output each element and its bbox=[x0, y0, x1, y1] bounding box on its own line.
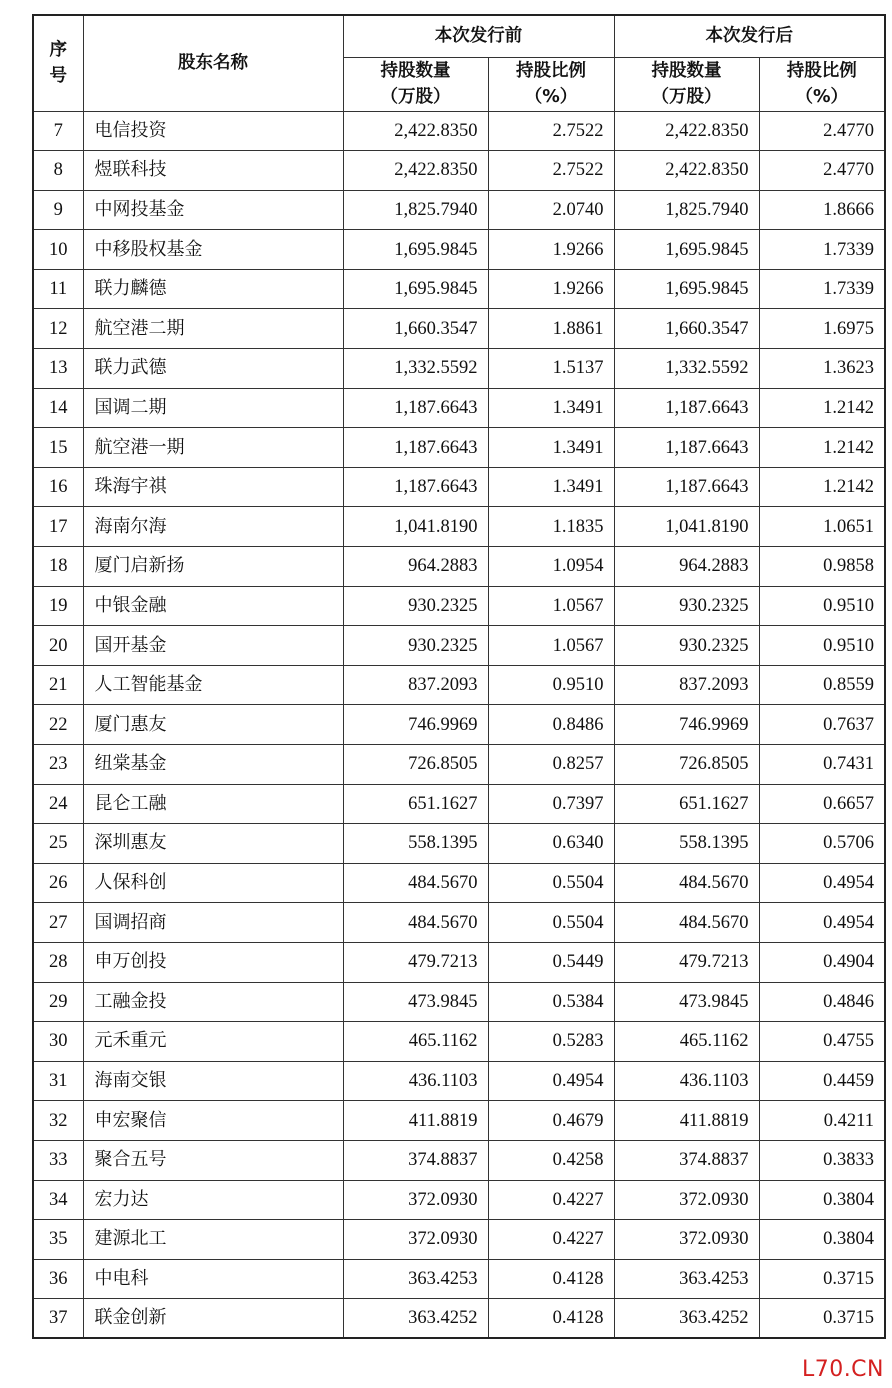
row-after-ratio: 1.0651 bbox=[759, 507, 885, 547]
row-before-shares: 372.0930 bbox=[343, 1180, 488, 1220]
row-after-ratio: 2.4770 bbox=[759, 111, 885, 151]
row-before-ratio: 0.4679 bbox=[488, 1101, 614, 1141]
row-before-ratio: 1.5137 bbox=[488, 349, 614, 389]
row-shareholder-name: 聚合五号 bbox=[83, 1140, 343, 1180]
shareholder-table bbox=[32, 14, 886, 1339]
after-shares-header-label: 持股数量 （万股） bbox=[651, 61, 722, 107]
row-before-ratio: 1.3491 bbox=[488, 388, 614, 428]
row-before-shares: 484.5670 bbox=[343, 863, 488, 903]
row-after-shares: 1,695.9845 bbox=[614, 230, 759, 270]
row-after-shares: 1,041.8190 bbox=[614, 507, 759, 547]
row-after-shares: 837.2093 bbox=[614, 665, 759, 705]
row-shareholder-name: 联力麟德 bbox=[83, 269, 343, 309]
row-shareholder-name: 电信投资 bbox=[83, 111, 343, 151]
row-before-ratio: 0.5504 bbox=[488, 903, 614, 943]
row-after-shares: 930.2325 bbox=[614, 586, 759, 626]
table-row bbox=[33, 230, 885, 270]
table-row bbox=[33, 1140, 885, 1180]
row-seq: 18 bbox=[33, 547, 83, 587]
table-row bbox=[33, 745, 885, 785]
row-before-shares: 930.2325 bbox=[343, 586, 488, 626]
row-after-shares: 465.1162 bbox=[614, 1022, 759, 1062]
before-header: 本次发行前 bbox=[343, 15, 614, 57]
table-row bbox=[33, 586, 885, 626]
row-before-ratio: 0.4128 bbox=[488, 1299, 614, 1339]
row-shareholder-name: 深圳惠友 bbox=[83, 824, 343, 864]
row-seq: 30 bbox=[33, 1022, 83, 1062]
row-after-ratio: 0.3804 bbox=[759, 1220, 885, 1260]
row-after-ratio: 1.8666 bbox=[759, 190, 885, 230]
row-after-ratio: 0.4459 bbox=[759, 1061, 885, 1101]
row-before-ratio: 1.3491 bbox=[488, 467, 614, 507]
row-shareholder-name: 厦门惠友 bbox=[83, 705, 343, 745]
row-shareholder-name: 国调二期 bbox=[83, 388, 343, 428]
row-after-shares: 930.2325 bbox=[614, 626, 759, 666]
row-after-ratio: 0.5706 bbox=[759, 824, 885, 864]
row-seq: 8 bbox=[33, 151, 83, 191]
row-before-ratio: 0.4128 bbox=[488, 1259, 614, 1299]
seq-header-label: 序号 bbox=[49, 40, 67, 87]
row-after-ratio: 1.2142 bbox=[759, 467, 885, 507]
row-seq: 33 bbox=[33, 1140, 83, 1180]
row-shareholder-name: 申宏聚信 bbox=[83, 1101, 343, 1141]
row-before-shares: 1,695.9845 bbox=[343, 269, 488, 309]
name-header: 股东名称 bbox=[83, 15, 343, 111]
row-shareholder-name: 昆仑工融 bbox=[83, 784, 343, 824]
row-seq: 26 bbox=[33, 863, 83, 903]
row-before-ratio: 0.8257 bbox=[488, 745, 614, 785]
row-after-shares: 1,187.6643 bbox=[614, 467, 759, 507]
row-before-shares: 726.8505 bbox=[343, 745, 488, 785]
row-before-ratio: 0.4258 bbox=[488, 1140, 614, 1180]
row-after-shares: 651.1627 bbox=[614, 784, 759, 824]
row-after-ratio: 0.3715 bbox=[759, 1299, 885, 1339]
table-row bbox=[33, 784, 885, 824]
row-shareholder-name: 元禾重元 bbox=[83, 1022, 343, 1062]
row-after-shares: 479.7213 bbox=[614, 942, 759, 982]
row-before-shares: 1,660.3547 bbox=[343, 309, 488, 349]
table-row bbox=[33, 507, 885, 547]
row-after-ratio: 0.9858 bbox=[759, 547, 885, 587]
row-after-ratio: 0.9510 bbox=[759, 586, 885, 626]
row-shareholder-name: 航空港二期 bbox=[83, 309, 343, 349]
row-before-shares: 2,422.8350 bbox=[343, 111, 488, 151]
row-before-ratio: 1.0567 bbox=[488, 586, 614, 626]
table-row bbox=[33, 111, 885, 151]
row-before-shares: 558.1395 bbox=[343, 824, 488, 864]
row-before-ratio: 0.4227 bbox=[488, 1180, 614, 1220]
row-before-ratio: 1.1835 bbox=[488, 507, 614, 547]
row-shareholder-name: 国开基金 bbox=[83, 626, 343, 666]
row-seq: 12 bbox=[33, 309, 83, 349]
row-after-ratio: 0.7431 bbox=[759, 745, 885, 785]
row-after-shares: 363.4252 bbox=[614, 1299, 759, 1339]
row-after-ratio: 0.4954 bbox=[759, 863, 885, 903]
row-shareholder-name: 申万创投 bbox=[83, 942, 343, 982]
row-seq: 7 bbox=[33, 111, 83, 151]
row-seq: 17 bbox=[33, 507, 83, 547]
row-seq: 16 bbox=[33, 467, 83, 507]
row-before-shares: 473.9845 bbox=[343, 982, 488, 1022]
row-before-ratio: 0.4227 bbox=[488, 1220, 614, 1260]
row-before-shares: 1,825.7940 bbox=[343, 190, 488, 230]
row-before-ratio: 0.5283 bbox=[488, 1022, 614, 1062]
row-after-ratio: 1.7339 bbox=[759, 230, 885, 270]
table-row bbox=[33, 1061, 885, 1101]
before-ratio-header bbox=[488, 57, 614, 111]
row-before-ratio: 1.8861 bbox=[488, 309, 614, 349]
row-before-shares: 746.9969 bbox=[343, 705, 488, 745]
row-after-ratio: 1.6975 bbox=[759, 309, 885, 349]
row-before-shares: 1,187.6643 bbox=[343, 467, 488, 507]
row-shareholder-name: 海南交银 bbox=[83, 1061, 343, 1101]
row-seq: 24 bbox=[33, 784, 83, 824]
row-before-ratio: 0.5384 bbox=[488, 982, 614, 1022]
row-after-shares: 473.9845 bbox=[614, 982, 759, 1022]
row-after-ratio: 1.7339 bbox=[759, 269, 885, 309]
row-after-shares: 2,422.8350 bbox=[614, 111, 759, 151]
table-row bbox=[33, 349, 885, 389]
row-seq: 22 bbox=[33, 705, 83, 745]
row-before-ratio: 0.5449 bbox=[488, 942, 614, 982]
row-after-ratio: 0.6657 bbox=[759, 784, 885, 824]
row-after-ratio: 0.3804 bbox=[759, 1180, 885, 1220]
row-after-ratio: 0.4904 bbox=[759, 942, 885, 982]
table-header bbox=[33, 15, 885, 111]
table-row bbox=[33, 269, 885, 309]
row-shareholder-name: 中网投基金 bbox=[83, 190, 343, 230]
row-shareholder-name: 纽棠基金 bbox=[83, 745, 343, 785]
table-row bbox=[33, 1259, 885, 1299]
seq-header bbox=[33, 15, 83, 111]
row-after-shares: 1,825.7940 bbox=[614, 190, 759, 230]
row-before-shares: 363.4253 bbox=[343, 1259, 488, 1299]
row-before-shares: 436.1103 bbox=[343, 1061, 488, 1101]
row-seq: 15 bbox=[33, 428, 83, 468]
row-before-shares: 1,041.8190 bbox=[343, 507, 488, 547]
row-after-ratio: 0.4846 bbox=[759, 982, 885, 1022]
row-before-ratio: 1.9266 bbox=[488, 230, 614, 270]
row-before-shares: 372.0930 bbox=[343, 1220, 488, 1260]
row-shareholder-name: 海南尔海 bbox=[83, 507, 343, 547]
row-after-shares: 964.2883 bbox=[614, 547, 759, 587]
row-seq: 10 bbox=[33, 230, 83, 270]
row-shareholder-name: 航空港一期 bbox=[83, 428, 343, 468]
row-seq: 9 bbox=[33, 190, 83, 230]
row-after-shares: 726.8505 bbox=[614, 745, 759, 785]
row-after-ratio: 0.3715 bbox=[759, 1259, 885, 1299]
after-header: 本次发行后 bbox=[614, 15, 885, 57]
row-seq: 37 bbox=[33, 1299, 83, 1339]
row-seq: 27 bbox=[33, 903, 83, 943]
row-seq: 21 bbox=[33, 665, 83, 705]
row-after-shares: 411.8819 bbox=[614, 1101, 759, 1141]
row-shareholder-name: 中银金融 bbox=[83, 586, 343, 626]
row-after-ratio: 1.3623 bbox=[759, 349, 885, 389]
row-shareholder-name: 国调招商 bbox=[83, 903, 343, 943]
row-seq: 34 bbox=[33, 1180, 83, 1220]
row-shareholder-name: 人保科创 bbox=[83, 863, 343, 903]
table-row bbox=[33, 824, 885, 864]
table-row bbox=[33, 151, 885, 191]
row-seq: 14 bbox=[33, 388, 83, 428]
table-row bbox=[33, 1101, 885, 1141]
row-after-ratio: 0.7637 bbox=[759, 705, 885, 745]
row-before-shares: 363.4252 bbox=[343, 1299, 488, 1339]
row-before-shares: 964.2883 bbox=[343, 547, 488, 587]
table-row bbox=[33, 1180, 885, 1220]
row-seq: 35 bbox=[33, 1220, 83, 1260]
row-before-ratio: 0.4954 bbox=[488, 1061, 614, 1101]
row-after-shares: 2,422.8350 bbox=[614, 151, 759, 191]
row-before-shares: 1,695.9845 bbox=[343, 230, 488, 270]
table-row bbox=[33, 903, 885, 943]
row-before-ratio: 2.7522 bbox=[488, 111, 614, 151]
row-shareholder-name: 厦门启新扬 bbox=[83, 547, 343, 587]
row-before-ratio: 1.0567 bbox=[488, 626, 614, 666]
row-after-shares: 374.8837 bbox=[614, 1140, 759, 1180]
row-before-ratio: 0.9510 bbox=[488, 665, 614, 705]
row-seq: 29 bbox=[33, 982, 83, 1022]
table-row bbox=[33, 705, 885, 745]
row-before-ratio: 1.0954 bbox=[488, 547, 614, 587]
row-after-ratio: 0.4954 bbox=[759, 903, 885, 943]
row-before-ratio: 2.0740 bbox=[488, 190, 614, 230]
row-after-shares: 436.1103 bbox=[614, 1061, 759, 1101]
after-ratio-header-label: 持股比例 （%） bbox=[786, 61, 857, 107]
row-after-shares: 746.9969 bbox=[614, 705, 759, 745]
row-before-shares: 484.5670 bbox=[343, 903, 488, 943]
row-shareholder-name: 珠海宇祺 bbox=[83, 467, 343, 507]
table-row bbox=[33, 547, 885, 587]
row-shareholder-name: 联金创新 bbox=[83, 1299, 343, 1339]
row-before-ratio: 2.7522 bbox=[488, 151, 614, 191]
row-shareholder-name: 联力武德 bbox=[83, 349, 343, 389]
row-after-shares: 558.1395 bbox=[614, 824, 759, 864]
row-after-ratio: 0.4211 bbox=[759, 1101, 885, 1141]
row-after-shares: 1,187.6643 bbox=[614, 428, 759, 468]
row-seq: 36 bbox=[33, 1259, 83, 1299]
row-shareholder-name: 宏力达 bbox=[83, 1180, 343, 1220]
row-after-shares: 1,187.6643 bbox=[614, 388, 759, 428]
row-after-ratio: 0.3833 bbox=[759, 1140, 885, 1180]
row-after-shares: 484.5670 bbox=[614, 863, 759, 903]
row-before-shares: 837.2093 bbox=[343, 665, 488, 705]
table-row bbox=[33, 1022, 885, 1062]
row-before-shares: 651.1627 bbox=[343, 784, 488, 824]
row-seq: 32 bbox=[33, 1101, 83, 1141]
before-ratio-header-label: 持股比例 （%） bbox=[516, 61, 586, 107]
row-after-ratio: 2.4770 bbox=[759, 151, 885, 191]
row-before-shares: 1,187.6643 bbox=[343, 388, 488, 428]
row-before-ratio: 1.3491 bbox=[488, 428, 614, 468]
row-shareholder-name: 人工智能基金 bbox=[83, 665, 343, 705]
row-after-ratio: 1.2142 bbox=[759, 428, 885, 468]
after-ratio-header bbox=[759, 57, 885, 111]
row-before-shares: 1,332.5592 bbox=[343, 349, 488, 389]
row-before-shares: 465.1162 bbox=[343, 1022, 488, 1062]
row-before-shares: 479.7213 bbox=[343, 942, 488, 982]
row-after-shares: 363.4253 bbox=[614, 1259, 759, 1299]
table-row bbox=[33, 428, 885, 468]
table-row bbox=[33, 1220, 885, 1260]
row-before-shares: 1,187.6643 bbox=[343, 428, 488, 468]
row-seq: 31 bbox=[33, 1061, 83, 1101]
row-shareholder-name: 建源北工 bbox=[83, 1220, 343, 1260]
row-after-ratio: 1.2142 bbox=[759, 388, 885, 428]
row-after-shares: 372.0930 bbox=[614, 1180, 759, 1220]
table-row bbox=[33, 1299, 885, 1339]
table-row bbox=[33, 190, 885, 230]
row-before-ratio: 0.8486 bbox=[488, 705, 614, 745]
table-row bbox=[33, 309, 885, 349]
watermark-logo: L70.CN bbox=[798, 1357, 888, 1382]
table-row bbox=[33, 626, 885, 666]
row-after-ratio: 0.4755 bbox=[759, 1022, 885, 1062]
row-seq: 20 bbox=[33, 626, 83, 666]
row-after-ratio: 0.9510 bbox=[759, 626, 885, 666]
row-seq: 25 bbox=[33, 824, 83, 864]
row-after-ratio: 0.8559 bbox=[759, 665, 885, 705]
before-shares-header-label: 持股数量 （万股） bbox=[380, 61, 451, 107]
table-row bbox=[33, 942, 885, 982]
row-before-shares: 411.8819 bbox=[343, 1101, 488, 1141]
before-shares-header bbox=[343, 57, 488, 111]
row-seq: 11 bbox=[33, 269, 83, 309]
row-before-shares: 2,422.8350 bbox=[343, 151, 488, 191]
row-seq: 28 bbox=[33, 942, 83, 982]
row-shareholder-name: 工融金投 bbox=[83, 982, 343, 1022]
row-before-ratio: 1.9266 bbox=[488, 269, 614, 309]
row-after-shares: 1,660.3547 bbox=[614, 309, 759, 349]
table-row bbox=[33, 665, 885, 705]
row-before-shares: 374.8837 bbox=[343, 1140, 488, 1180]
row-shareholder-name: 中电科 bbox=[83, 1259, 343, 1299]
table-row bbox=[33, 388, 885, 428]
table-body bbox=[33, 111, 885, 1338]
row-seq: 23 bbox=[33, 745, 83, 785]
row-before-ratio: 0.5504 bbox=[488, 863, 614, 903]
row-seq: 13 bbox=[33, 349, 83, 389]
row-after-shares: 1,695.9845 bbox=[614, 269, 759, 309]
row-after-shares: 1,332.5592 bbox=[614, 349, 759, 389]
table-row bbox=[33, 863, 885, 903]
row-before-ratio: 0.6340 bbox=[488, 824, 614, 864]
table-row bbox=[33, 467, 885, 507]
row-shareholder-name: 中移股权基金 bbox=[83, 230, 343, 270]
row-seq: 19 bbox=[33, 586, 83, 626]
table-row bbox=[33, 982, 885, 1022]
header-row-1 bbox=[33, 15, 885, 57]
row-after-shares: 372.0930 bbox=[614, 1220, 759, 1260]
row-after-shares: 484.5670 bbox=[614, 903, 759, 943]
row-shareholder-name: 煜联科技 bbox=[83, 151, 343, 191]
after-shares-header bbox=[614, 57, 759, 111]
row-before-shares: 930.2325 bbox=[343, 626, 488, 666]
row-before-ratio: 0.7397 bbox=[488, 784, 614, 824]
